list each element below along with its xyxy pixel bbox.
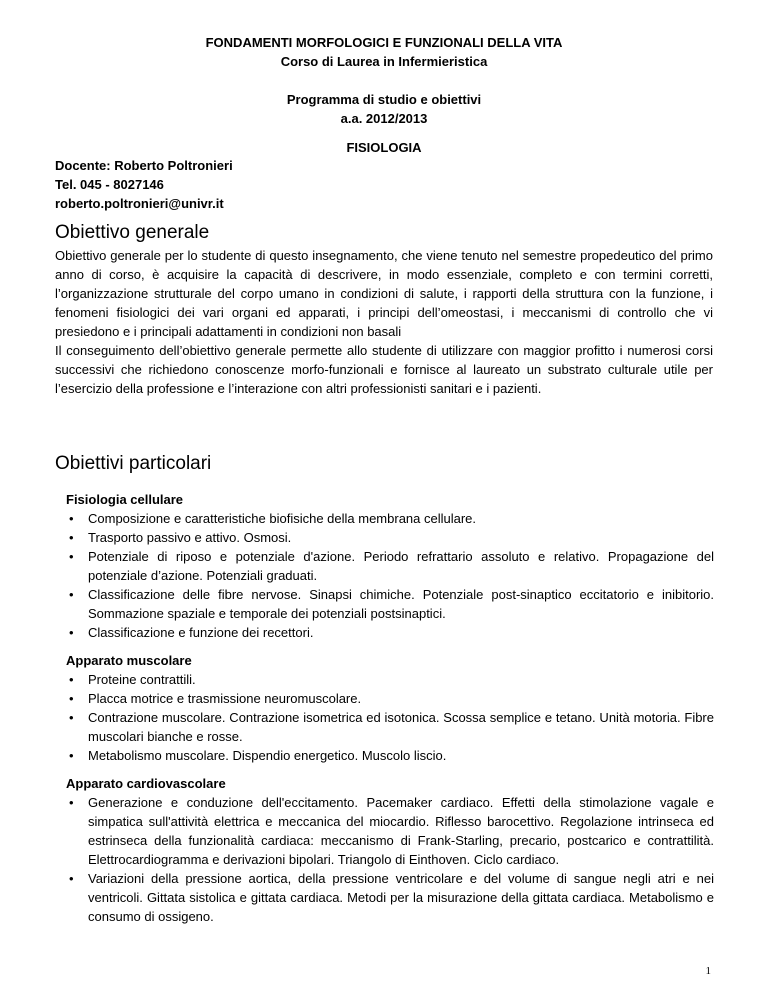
course-name: Corso di Laurea in Infermieristica [280, 54, 488, 69]
list-item-text: Placca motrice e trasmissione neuromuscolare. [88, 691, 362, 706]
list-item [66, 585, 714, 623]
list-item-text: Classificazione e funzione dei recettori. [88, 625, 314, 640]
section-list [66, 670, 714, 765]
section-muscular-system [66, 651, 714, 765]
list-item-text: Metabolismo muscolare. Dispendio energetico. Muscolo liscio. [88, 748, 447, 763]
list-item-text: Trasporto passivo e attivo. Osmosi. [88, 530, 292, 545]
bullet-icon: • [69, 530, 74, 545]
list-item [66, 528, 714, 547]
bullet-icon: • [69, 748, 74, 763]
bullet-icon: • [69, 795, 74, 810]
bullet-icon: • [69, 672, 74, 687]
list-item [66, 869, 714, 926]
bullet-icon: • [69, 587, 74, 602]
list-item-text: Variazioni della pressione aortica, della pressione ventricolare e del volume di sangue negli atri e nei ventricoli. Gittata sistolica e gittata cardiaca. Metodi per la misurazione della gittata cardiaca. Metabolismo e consumo di ossigeno. [88, 871, 714, 924]
section-title: Apparato muscolare [66, 653, 192, 668]
contact-block [55, 156, 233, 213]
list-item-text: Generazione e conduzione dell'eccitamento. Pacemaker cardiaco. Effetti della stimolazione vagale e simpatica sull'attività elettrica e meccanica del miocardio. Riflesso barocettivo. Regolazione intrinseca ed estrinseca della funzionalità cardiaca: meccanismo di Frank-Starling, precario, postcarico e contrattilità. Elettrocardiogramma e derivazioni bipolari. Triangolo di Einthoven. Ciclo cardiaco. [88, 795, 714, 867]
page-number: 1 [705, 965, 711, 977]
section-title: Apparato cardiovascolare [66, 776, 226, 791]
program-title: Programma di studio e obiettivi [286, 92, 482, 107]
section-cardiovascular-system [66, 774, 714, 926]
teacher-email: roberto.poltronieri@univr.it [55, 196, 224, 211]
list-item [66, 670, 714, 689]
list-item [66, 793, 714, 869]
academic-year: a.a. 2012/2013 [340, 111, 428, 126]
bullet-icon: • [69, 691, 74, 706]
list-item [66, 509, 714, 528]
list-item [66, 708, 714, 746]
list-item [66, 547, 714, 585]
general-objective-heading: Obiettivo generale [55, 222, 210, 243]
section-cell-physiology [66, 490, 714, 642]
bullet-icon: • [69, 549, 74, 564]
bullet-icon: • [69, 871, 74, 886]
list-item-text: Proteine contrattili. [88, 672, 196, 687]
list-item-text: Classificazione delle fibre nervose. Sinapsi chimiche. Potenziale post-sinaptico eccitatorio e inibitorio. Sommazione spaziale e temporale dei potenziali postsinaptici. [88, 587, 714, 621]
bullet-icon: • [69, 625, 74, 640]
general-objective-paragraph-1: Obiettivo generale per lo studente di questo insegnamento, che viene tenuto nel semestre propedeutico del primo anno di corso, è acquisire la capacità di descrivere, in modo essenziale, completo e con termini corretti, l’organizzazione strutturale del corpo umano in condizioni di salute, i rapporti della struttura con la funzione, i fenomeni fisiologici dei vari organi ed apparati, i principi dell’omeostasi, i meccanismi di controllo che vi presiedono e i principali adattamenti in condizioni non basali [55, 248, 713, 339]
list-item [66, 623, 714, 642]
bullet-icon: • [69, 710, 74, 725]
general-objective-paragraph-2: Il conseguimento dell’obiettivo generale permette allo studente di utilizzare con maggior profitto i numerosi corsi successivi che richiedono conoscenze morfo-funzionali e fornisce al laureato un substrato culturale utile per l’esercizio della professione e l’interazione con altri professionisti sanitari e i pazienti. [55, 343, 713, 396]
list-item-text: Potenziale di riposo e potenziale d'azione. Periodo refrattario assoluto e relativo. Propagazione del potenziale d’azione. Potenziali graduati. [88, 549, 714, 583]
list-item-text: Composizione e caratteristiche biofisiche della membrana cellulare. [88, 511, 477, 526]
document-title: FONDAMENTI MORFOLOGICI E FUNZIONALI DELLA VITA [205, 35, 563, 50]
teacher-phone: Tel. 045 - 8027146 [55, 177, 164, 192]
list-item [66, 746, 714, 765]
subject-title: FISIOLOGIA [346, 140, 422, 155]
section-list [66, 793, 714, 926]
list-item-text: Contrazione muscolare. Contrazione isometrica ed isotonica. Scossa semplice e tetano. Unità motoria. Fibre muscolari bianche e rosse. [88, 710, 714, 744]
teacher-name: Docente: Roberto Poltronieri [55, 158, 233, 173]
particular-objectives-heading: Obiettivi particolari [55, 453, 212, 474]
section-list [66, 509, 714, 642]
list-item [66, 689, 714, 708]
section-title: Fisiologia cellulare [66, 492, 184, 507]
bullet-icon: • [69, 511, 74, 526]
